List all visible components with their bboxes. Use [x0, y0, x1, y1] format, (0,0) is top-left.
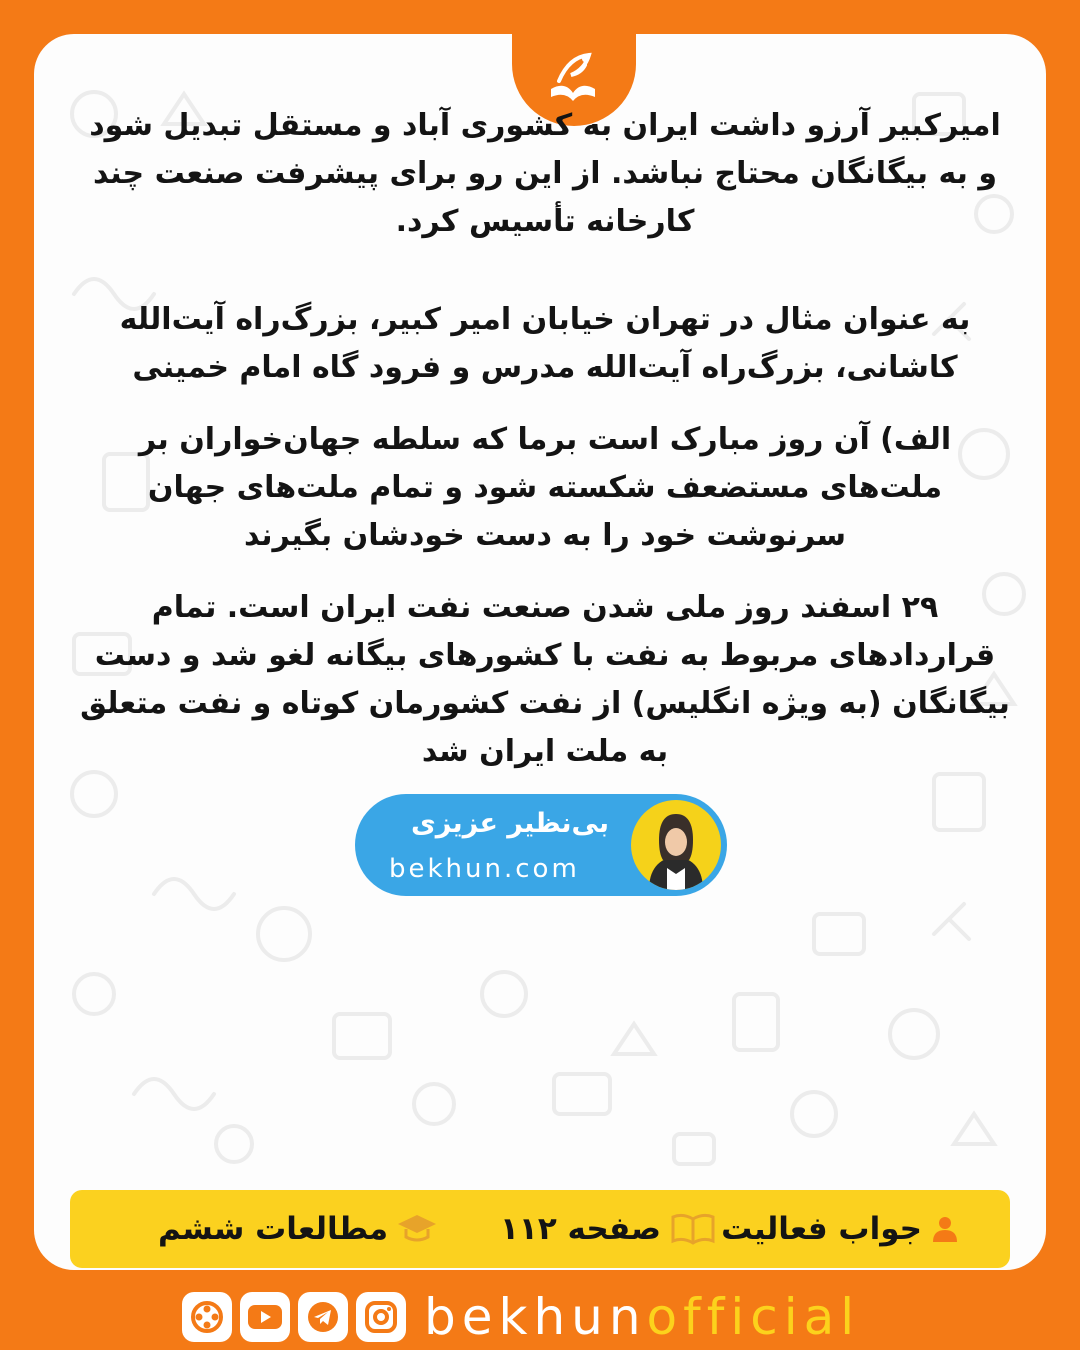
paragraph-1: امیرکبیر آرزو داشت ایران به کشوری آباد و مستقل تبدیل شود و به بیگانگان محتاج نباشد. از این رو برای پیشرفت صنعت چند کارخانه تأسیس کرد. — [89, 108, 1001, 239]
footer — [182, 1286, 860, 1348]
avatar-portrait-icon — [631, 800, 721, 890]
paragraph-3: الف) آن روز مبارک است برما که سلطه جهان‌خواران بر ملت‌های مستضعف شکسته شود و تمام ملت‌های جهان سرنوشت خود را به دست خودشان بگیرند — [138, 422, 952, 553]
page-item — [500, 1190, 717, 1268]
author-badge[interactable] — [355, 794, 727, 896]
answer-item — [721, 1190, 960, 1268]
subject-label: مطالعات ششم — [158, 1211, 389, 1247]
paragraph-4: ۲۹ اسفند روز ملی شدن صنعت نفت ایران است. تمام قراردادهای مربوط به نفت با کشورهای بیگانه لغو شد و دست بیگانگان (به ویژه انگلیس) از نفت کشورمان کوتاه و نفت متعلق به ملت ایران شد — [80, 590, 1010, 769]
author-name: بی‌نظیر عزیزی — [410, 808, 609, 839]
author-avatar — [631, 800, 721, 890]
instagram-icon[interactable] — [356, 1292, 406, 1342]
page-label: صفحه ۱۱۲ — [500, 1211, 661, 1247]
brand-part1: bekhun — [424, 1288, 647, 1346]
subject-item — [158, 1190, 438, 1268]
answer-label: جواب فعالیت — [721, 1211, 922, 1247]
book-icon — [669, 1211, 717, 1247]
aparat-icon[interactable] — [182, 1292, 232, 1342]
paragraph-2: به عنوان مثال در تهران خیابان امیر کبیر، بزرگ‌راه آیت‌الله کاشانی، بزرگ‌راه آیت‌الله مدرس و فرود گاه امام خمینی — [119, 302, 971, 385]
author-site: bekhun.com — [389, 854, 580, 884]
info-bar — [70, 1190, 1010, 1268]
brand-part2: official — [646, 1288, 861, 1346]
brand-handle[interactable] — [424, 1288, 860, 1346]
telegram-icon[interactable] — [298, 1292, 348, 1342]
graduation-cap-icon — [396, 1212, 438, 1246]
content-text — [80, 102, 1010, 776]
teacher-icon — [930, 1214, 960, 1244]
youtube-icon[interactable] — [240, 1292, 290, 1342]
